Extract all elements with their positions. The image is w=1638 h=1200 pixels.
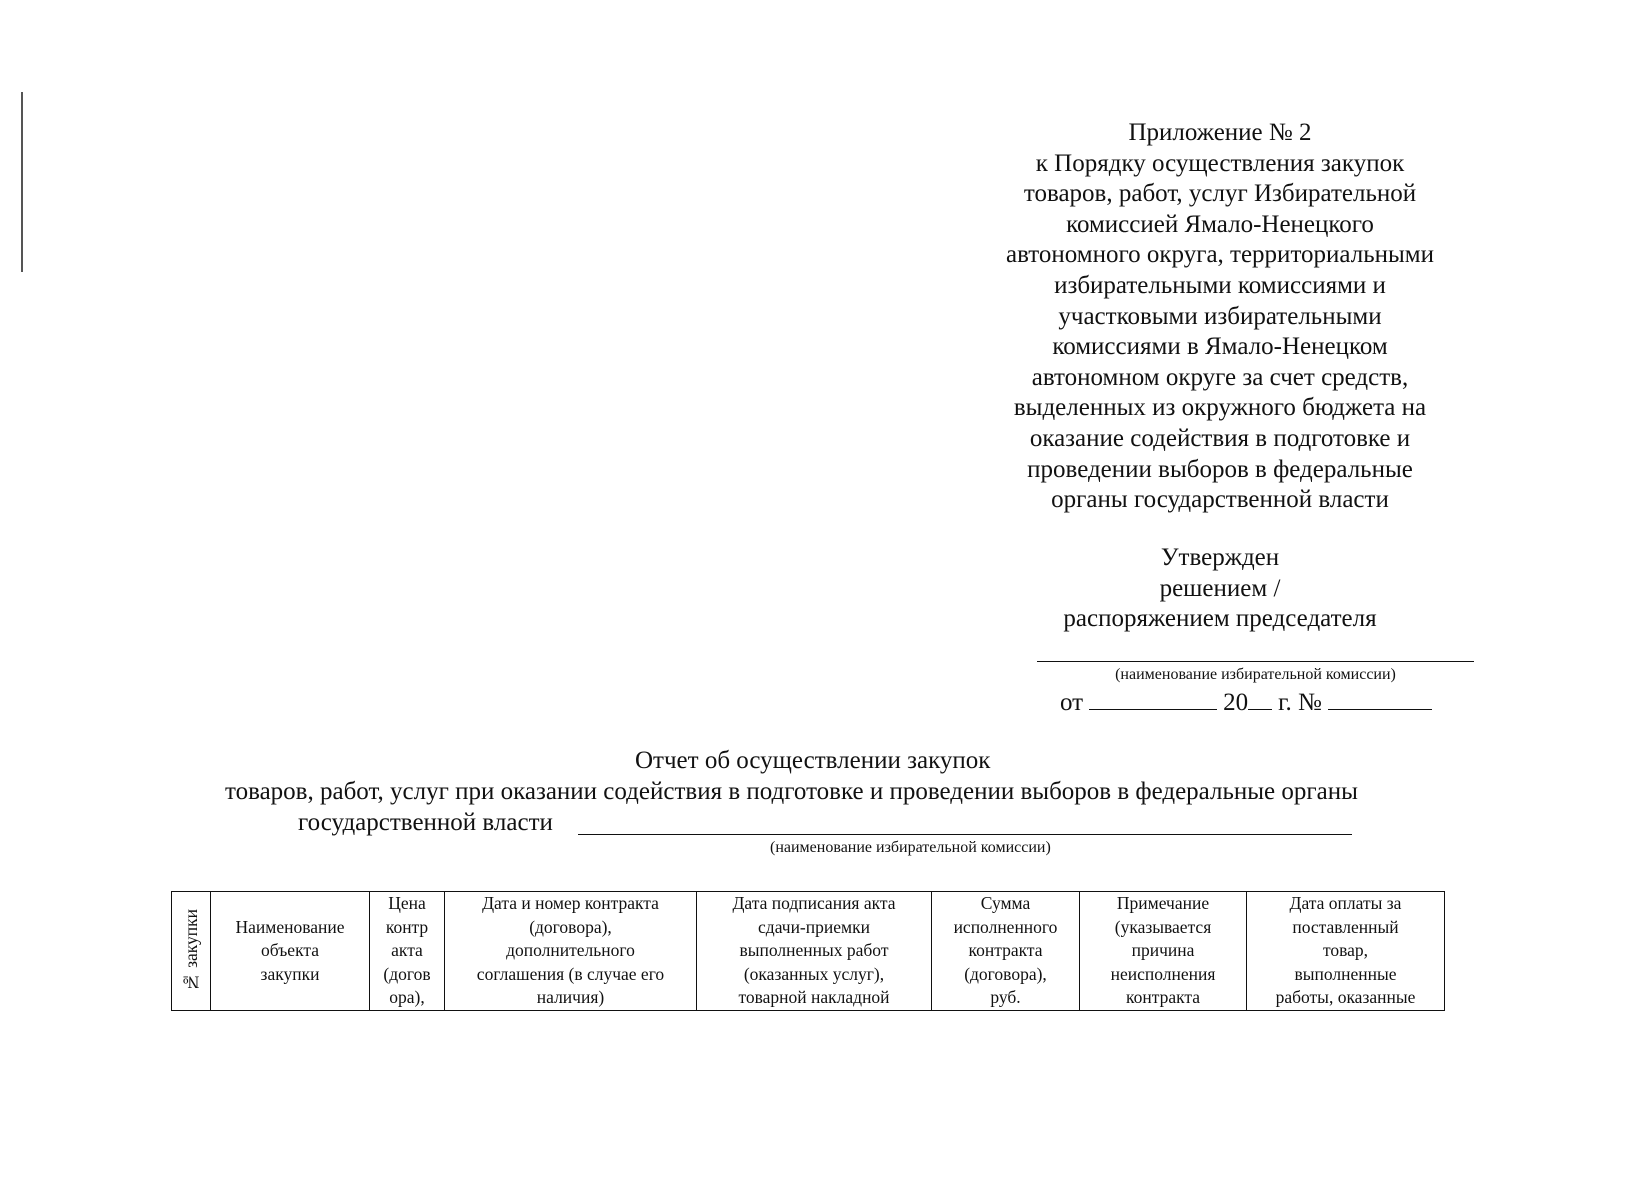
report-title-line: Отчет об осуществлении закупок: [635, 747, 991, 774]
approval-line: распоряжением председателя: [1063, 605, 1377, 632]
number-label: г. №: [1278, 689, 1322, 716]
approval-date-line: [1060, 687, 1432, 719]
date-prefix: от: [1060, 689, 1084, 716]
appendix-line: участковыми избирательными: [1058, 302, 1382, 330]
header-cell-executed-sum: Сумма исполненного контракта (договора), руб.: [932, 892, 1080, 1011]
header-cell-acceptance-date: Дата подписания акта сдачи-приемки выполненных работ (оказанных услуг), товарной накладной: [697, 892, 932, 1011]
year-blank: [1248, 708, 1272, 710]
appendix-line: избирательными комиссиями и: [1054, 271, 1386, 299]
appendix-line: комиссиями в Ямало-Ненецком: [1052, 333, 1388, 361]
scan-edge-mark: [21, 92, 23, 272]
appendix-line: оказание содействия в подготовке и: [1029, 424, 1411, 452]
date-blank: [1089, 708, 1217, 710]
approval-block: [1040, 543, 1400, 635]
header-cell-purchase-number: № закупки: [172, 892, 211, 1011]
commission-name-blank: [1037, 661, 1474, 662]
header-cell-object-name: Наименование объекта закупки: [211, 892, 370, 1011]
appendix-line: к Порядку осуществления закупок: [1035, 149, 1405, 177]
appendix-line: выделенных из окружного бюджета на: [1013, 394, 1427, 422]
year-prefix: 20: [1223, 689, 1249, 716]
table-header-row: [172, 892, 1445, 1011]
header-cell-contract-price: Цена контр акта (догов ора),: [370, 892, 445, 1011]
procurement-table: [171, 891, 1445, 1011]
appendix-header: [990, 118, 1450, 516]
appendix-line: автономном округе за счет средств,: [1031, 363, 1409, 391]
number-blank: [1328, 708, 1432, 710]
header-cell-note: Примечание (указывается причина неисполнения контракта: [1080, 892, 1247, 1011]
report-title-line: товаров, работ, услуг при оказании содействия в подготовке и проведении выборов в федеральные органы: [225, 778, 1358, 805]
appendix-line: проведении выборов в федеральные: [1027, 455, 1413, 483]
appendix-line: Приложение № 2: [1128, 119, 1312, 146]
appendix-line: комиссией Ямало-Ненецкого: [1066, 210, 1374, 238]
approval-line: решением /: [1159, 574, 1281, 602]
report-commission-blank: [578, 834, 1352, 835]
report-commission-caption: (наименование избирательной комиссии): [770, 839, 1051, 856]
appendix-line: товаров, работ, услуг Избирательной: [1023, 180, 1417, 208]
header-cell-payment-date: Дата оплаты за поставленный товар, выполненные работы, оказанные: [1247, 892, 1445, 1011]
approval-line: Утвержден: [1160, 544, 1280, 571]
header-cell-contract-date-number: Дата и номер контракта (договора), дополнительного соглашения (в случае его наличия): [445, 892, 697, 1011]
commission-name-caption: (наименование избирательной комиссии): [1115, 666, 1396, 683]
appendix-line: автономного округа, территориальными: [1006, 241, 1434, 269]
appendix-line: органы государственной власти: [1051, 486, 1389, 514]
report-title-line: государственной власти: [298, 809, 553, 836]
